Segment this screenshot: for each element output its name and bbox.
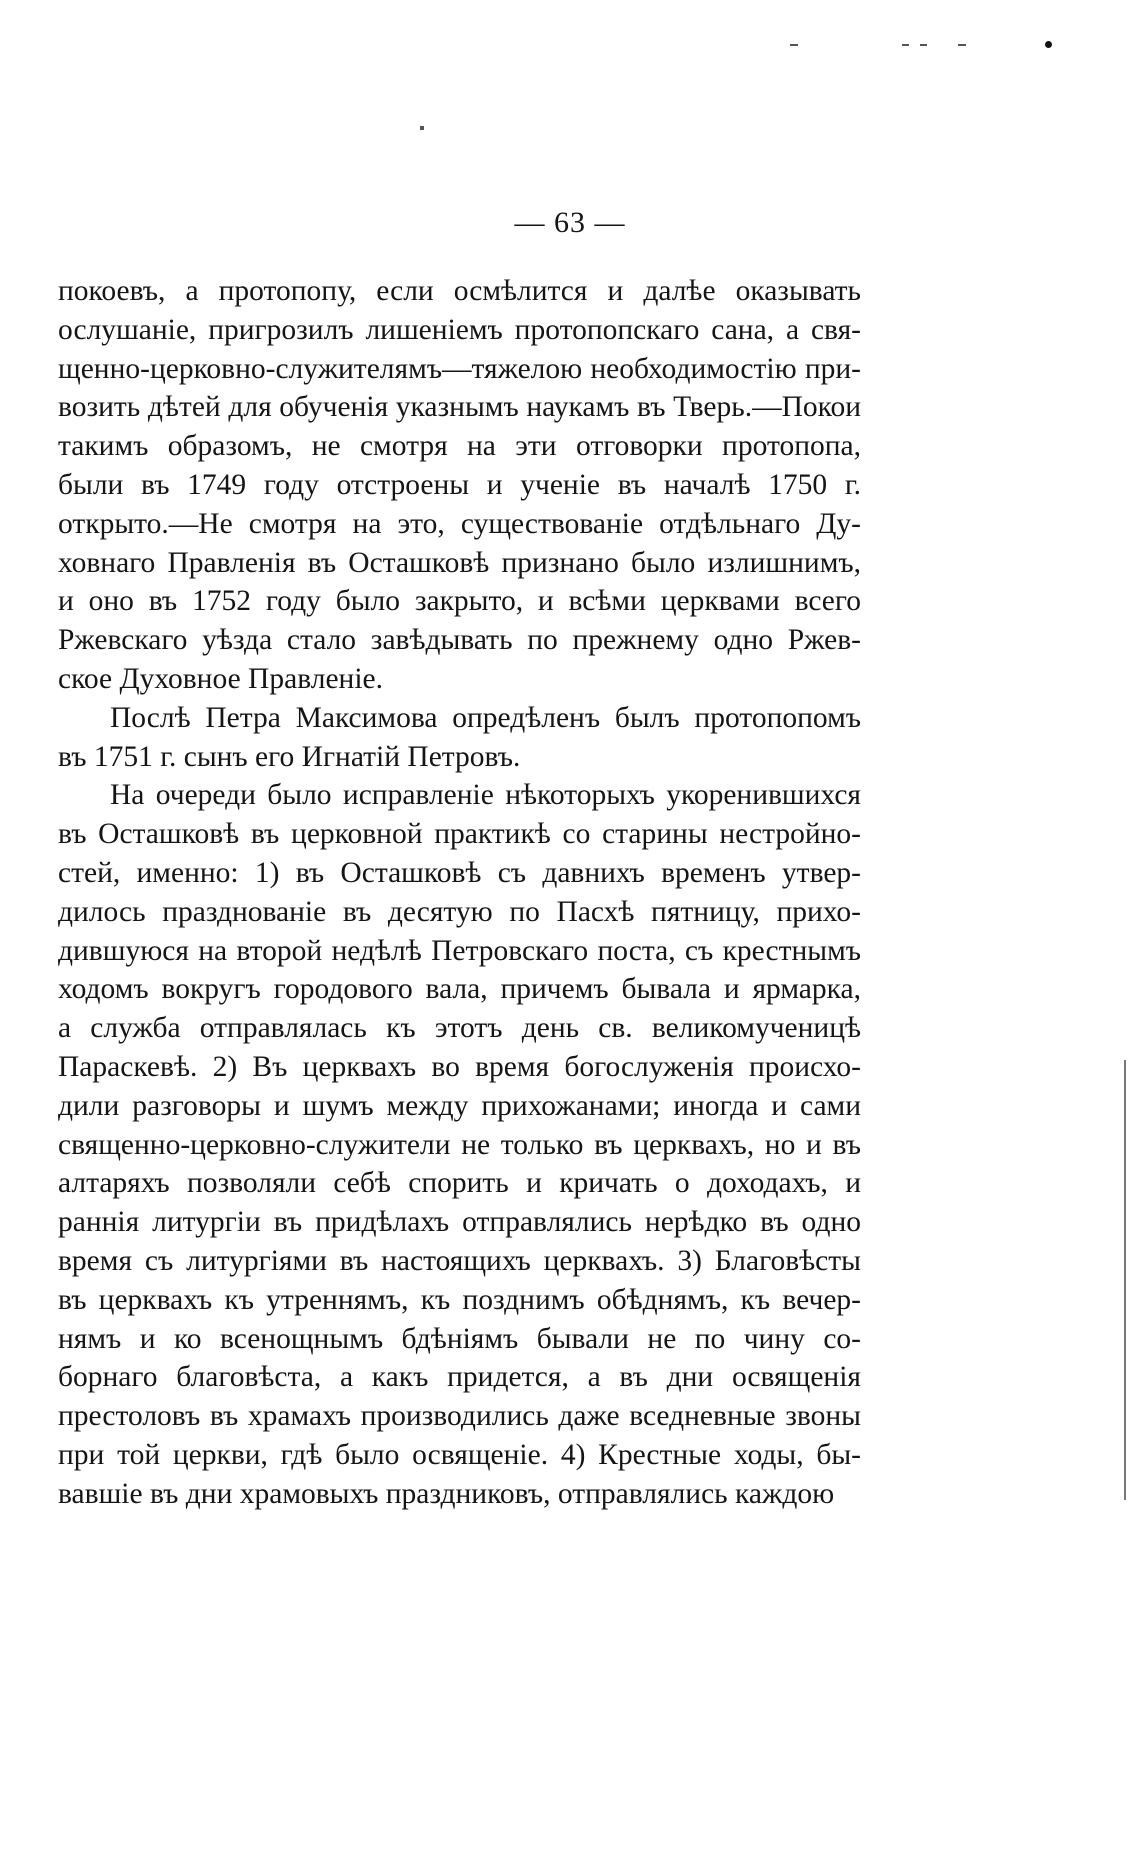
scan-mark (958, 44, 966, 46)
text-line: а служба отправлялась къ этотъ день св. великомученицѣ (58, 1012, 861, 1045)
text-line: Параскевѣ. 2) Въ церквахъ во время богослуженія происхо- (58, 1050, 861, 1083)
text-line: открыто.—Не смотря на это, существованіе отдѣльнаго Ду- (58, 507, 861, 540)
text-line: престоловъ въ храмахъ производились даже вседневные звоны (58, 1400, 861, 1433)
paragraph (58, 699, 861, 777)
text-line: ховнаго Правленія въ Осташковѣ признано было излишнимъ, (58, 546, 861, 579)
text-line: возить дѣтей для обученія указнымъ наукамъ въ Тверь.—Покои (58, 391, 861, 424)
text-line: борнаго благовѣста, а какъ придется, а въ дни освященія (58, 1361, 861, 1394)
text-line: вавшіе въ дни храмовыхъ праздниковъ, отправлялись каждою (58, 1477, 835, 1510)
paragraph (58, 776, 861, 1513)
text-line: такимъ образомъ, не смотря на эти отговорки протопопа, (58, 430, 861, 463)
text-line: алтаряхъ позволяли себѣ спорить и кричать о доходахъ, и (58, 1167, 861, 1200)
text-line: въ Осташковѣ въ церковной практикѣ со старины нестройно- (58, 818, 861, 851)
page-number: — 63 — (514, 206, 626, 239)
text-line: при той церкви, гдѣ было освященіе. 4) Крестные ходы, бы- (58, 1438, 861, 1471)
text-line: ское Духовное Правленіе. (58, 662, 384, 695)
text-line: стей, именно: 1) въ Осташковѣ съ давнихъ временъ утвер- (58, 856, 861, 889)
text-line: покоевъ, а протопопу, если осмѣлится и далѣе оказывать (58, 275, 861, 307)
body-text (58, 272, 861, 1514)
text-line: въ церквахъ къ утреннямъ, къ позднимъ обѣднямъ, къ вечер- (58, 1283, 861, 1316)
text-line: Ржевскаго уѣзда стало завѣдывать по прежнему одно Ржев- (58, 624, 861, 657)
scan-mark (420, 126, 424, 130)
text-line: дившуюся на второй недѣлѣ Петровскаго поста, съ крестнымъ (58, 934, 861, 967)
page-edge-line (1124, 1060, 1126, 1500)
text-line: щенно-церковно-служителямъ—тяжелою необходимостію при- (58, 352, 861, 385)
text-line: и оно въ 1752 году было закрыто, и всѣми церквами всего (58, 585, 861, 618)
scan-dot (1045, 41, 1052, 48)
text-line: священно-церковно-служители не только въ церквахъ, но и въ (58, 1128, 861, 1161)
text-line: раннія литургіи въ придѣлахъ отправлялись нерѣдко въ одно (58, 1206, 861, 1239)
text-line: Послѣ Петра Максимова опредѣленъ былъ протопопомъ (110, 701, 861, 734)
scan-mark (790, 44, 798, 46)
text-line: дилось празднованіе въ десятую по Пасхѣ пятницу, прихо- (58, 895, 861, 928)
text-line: время съ литургіями въ настоящихъ церквахъ. 3) Благовѣсты (58, 1244, 861, 1277)
scan-mark (902, 44, 909, 46)
scan-mark (920, 44, 927, 46)
text-line: На очереди было исправленіе нѣкоторыхъ укоренившихся (110, 779, 861, 812)
text-line: въ 1751 г. сынъ его Игнатій Петровъ. (58, 740, 521, 773)
text-line: ходомъ вокругъ городового вала, причемъ бывала и ярмарка, (58, 973, 861, 1006)
text-line: дили разговоры и шумъ между прихожанами; иногда и сами (58, 1089, 861, 1122)
text-line: были въ 1749 году отстроены и ученіе въ началѣ 1750 г. (58, 468, 861, 501)
text-line: нямъ и ко всенощнымъ бдѣніямъ бывали не по чину со- (58, 1322, 861, 1355)
text-line: ослушаніе, пригрозилъ лишеніемъ протопопскаго сана, а свя- (58, 313, 861, 346)
paragraph (58, 272, 861, 699)
